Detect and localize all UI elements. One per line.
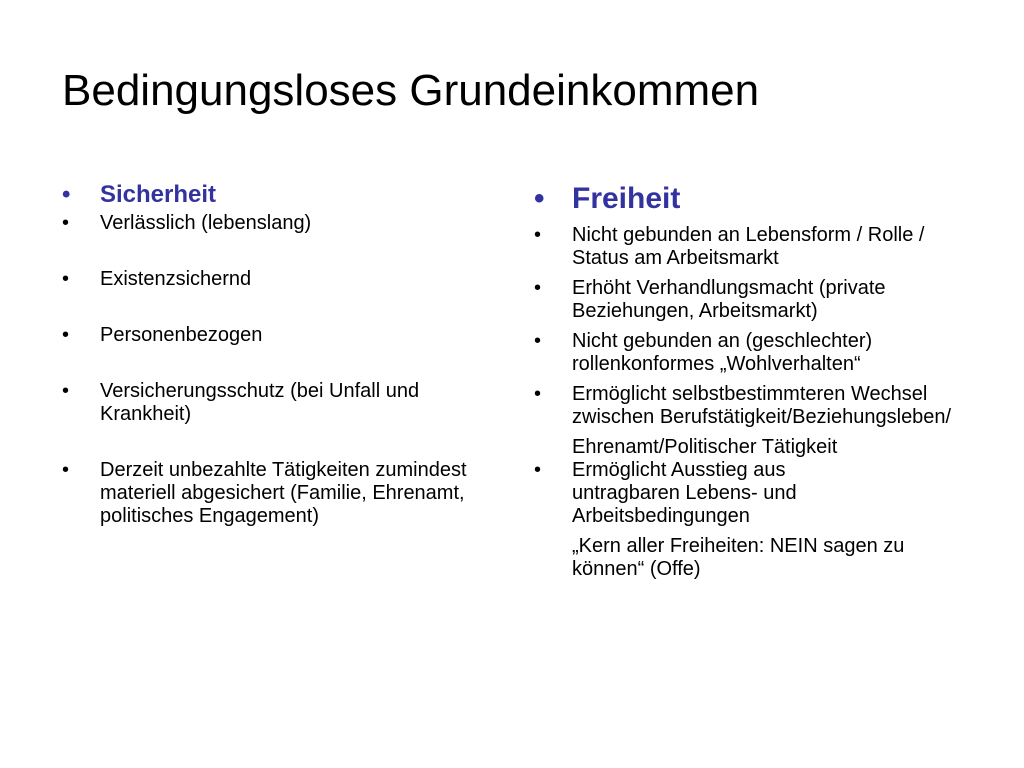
bullet-icon: • — [62, 181, 71, 208]
left-list-item — [58, 380, 460, 426]
right-heading-text: Freiheit — [572, 182, 681, 215]
right-list-item — [530, 277, 892, 323]
left-heading — [58, 180, 478, 210]
right-column — [530, 180, 970, 581]
left-item-text: Verlässlich (lebenslang) — [100, 212, 312, 234]
left-list-item — [58, 268, 478, 291]
bullet-icon: • — [62, 459, 70, 481]
bullet-icon: • — [62, 380, 70, 402]
right-item-text: Erhöht Verhandlungsmacht (private Beziehungen, Arbeitsmarkt) — [572, 277, 886, 322]
right-quote: „Kern aller Freiheiten: NEIN sagen zu können“ (Offe) — [572, 535, 905, 580]
left-item-text: Personenbezogen — [100, 324, 263, 346]
right-list-item — [530, 330, 972, 376]
left-column — [58, 180, 478, 528]
left-item-text: Derzeit unbezahlte Tätigkeiten zumindest materiell abgesichert (Familie, Ehrenamt, politisches Engagement) — [100, 459, 467, 527]
right-item-text: Ermöglicht selbstbestimmteren Wechsel zwischen Berufstätigkeit/Beziehungsleben/ — [572, 383, 952, 428]
bullet-icon: • — [534, 182, 545, 215]
right-list-item — [530, 459, 892, 528]
right-heading — [530, 180, 970, 218]
bullet-icon: • — [62, 324, 70, 346]
right-list-item — [530, 383, 952, 429]
bullet-icon: • — [534, 330, 542, 352]
left-heading-text: Sicherheit — [100, 181, 217, 208]
bullet-icon: • — [62, 212, 70, 234]
right-item-text: Nicht gebunden an Lebensform / Rolle / Status am Arbeitsmarkt — [572, 224, 925, 269]
left-item-text: Versicherungsschutz (bei Unfall und Krankheit) — [100, 380, 420, 425]
left-list-item — [58, 324, 478, 347]
bullet-icon: • — [534, 277, 542, 299]
bullet-icon: • — [534, 383, 542, 405]
right-item-continuation: Ehrenamt/Politischer Tätigkeit — [572, 436, 838, 458]
right-item-text: Nicht gebunden an (geschlechter) rollenkonformes „Wohlverhalten“ — [572, 330, 873, 375]
left-list-item — [58, 212, 478, 235]
bullet-icon: • — [534, 459, 542, 481]
bullet-icon: • — [62, 268, 70, 290]
left-list-item — [58, 459, 470, 528]
slide-title: Bedingungsloses Grundeinkommen — [62, 66, 760, 115]
right-list-item — [530, 224, 962, 270]
right-item-text: Ermöglicht Ausstieg aus untragbaren Lebens- und Arbeitsbedingungen — [572, 459, 797, 527]
bullet-icon: • — [534, 224, 542, 246]
left-item-text: Existenzsichernd — [100, 268, 252, 290]
